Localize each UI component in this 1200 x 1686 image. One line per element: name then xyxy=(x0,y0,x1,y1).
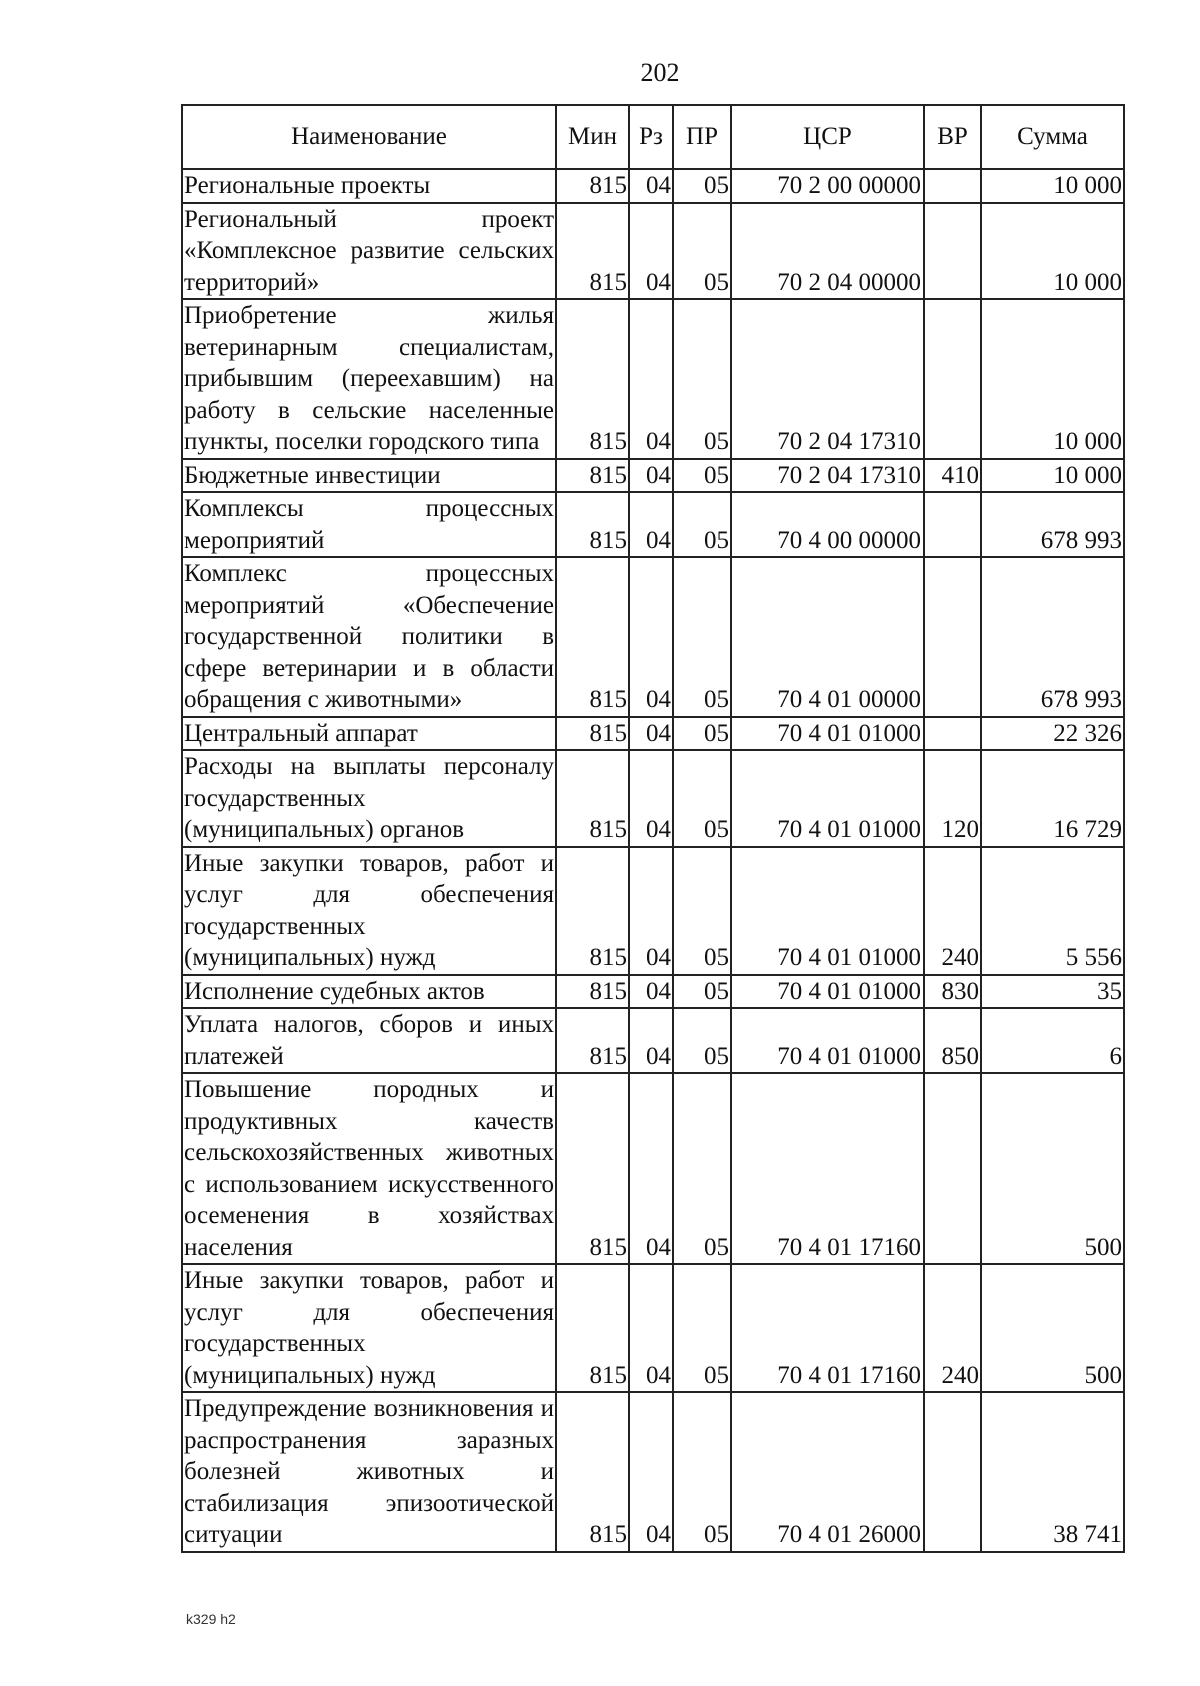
cell-name: Комплексы процессных мероприятий xyxy=(182,492,556,557)
cell-sum: 10 000 xyxy=(981,459,1124,493)
cell-name: Уплата налогов, сборов и иных платежей xyxy=(182,1008,556,1073)
cell-vr xyxy=(924,717,981,751)
cell-pr: 05 xyxy=(673,717,731,751)
cell-csr: 70 4 01 17160 xyxy=(731,1264,924,1392)
cell-csr: 70 4 00 00000 xyxy=(731,492,924,557)
cell-rz: 04 xyxy=(629,717,673,751)
table-row xyxy=(182,557,1124,717)
cell-csr: 70 2 04 00000 xyxy=(731,203,924,300)
cell-pr: 05 xyxy=(673,847,731,975)
cell-vr: 850 xyxy=(924,1008,981,1073)
cell-csr: 70 4 01 01000 xyxy=(731,975,924,1009)
cell-sum: 38 741 xyxy=(981,1392,1124,1552)
cell-name: Предупреждение возникновения и распространения заразных болезней животных и стабилизация эпизоотической ситуации xyxy=(182,1392,556,1552)
cell-min: 815 xyxy=(556,847,629,975)
cell-vr: 830 xyxy=(924,975,981,1009)
cell-min: 815 xyxy=(556,169,629,203)
cell-vr xyxy=(924,299,981,459)
page-number: 202 xyxy=(640,58,680,87)
header-min: Мин xyxy=(556,105,629,169)
cell-sum: 500 xyxy=(981,1073,1124,1264)
cell-name: Региональные проекты xyxy=(182,169,556,203)
header-pr: ПР xyxy=(673,105,731,169)
table-row xyxy=(182,169,1124,203)
cell-vr xyxy=(924,1392,981,1552)
cell-csr: 70 4 01 26000 xyxy=(731,1392,924,1552)
cell-vr xyxy=(924,492,981,557)
cell-pr: 05 xyxy=(673,975,731,1009)
table-row xyxy=(182,975,1124,1009)
cell-rz: 04 xyxy=(629,169,673,203)
cell-sum: 678 993 xyxy=(981,492,1124,557)
cell-sum: 10 000 xyxy=(981,299,1124,459)
cell-rz: 04 xyxy=(629,1264,673,1392)
cell-min: 815 xyxy=(556,203,629,300)
cell-rz: 04 xyxy=(629,299,673,459)
cell-csr: 70 4 01 01000 xyxy=(731,750,924,847)
cell-min: 815 xyxy=(556,557,629,717)
cell-name: Иные закупки товаров, работ и услуг для обеспечения государственных (муниципальных) нужд xyxy=(182,847,556,975)
cell-name: Приобретение жилья ветеринарным специалистам, прибывшим (переехавшим) на работу в сельские населенные пункты, поселки городского типа xyxy=(182,299,556,459)
header-rz: Рз xyxy=(629,105,673,169)
cell-sum: 500 xyxy=(981,1264,1124,1392)
cell-sum: 22 326 xyxy=(981,717,1124,751)
cell-min: 815 xyxy=(556,1392,629,1552)
cell-csr: 70 2 04 17310 xyxy=(731,459,924,493)
table-row xyxy=(182,717,1124,751)
cell-csr: 70 2 04 17310 xyxy=(731,299,924,459)
cell-pr: 05 xyxy=(673,299,731,459)
cell-min: 815 xyxy=(556,717,629,751)
table-body xyxy=(182,169,1124,1552)
cell-csr: 70 4 01 01000 xyxy=(731,1008,924,1073)
cell-sum: 35 xyxy=(981,975,1124,1009)
table-row xyxy=(182,1264,1124,1392)
cell-pr: 05 xyxy=(673,557,731,717)
table-row xyxy=(182,459,1124,493)
cell-sum: 6 xyxy=(981,1008,1124,1073)
cell-pr: 05 xyxy=(673,459,731,493)
cell-sum: 10 000 xyxy=(981,203,1124,300)
cell-rz: 04 xyxy=(629,1008,673,1073)
cell-vr xyxy=(924,1073,981,1264)
cell-rz: 04 xyxy=(629,557,673,717)
cell-vr: 240 xyxy=(924,1264,981,1392)
table-row xyxy=(182,1008,1124,1073)
cell-name: Расходы на выплаты персоналу государственных (муниципальных) органов xyxy=(182,750,556,847)
cell-sum: 10 000 xyxy=(981,169,1124,203)
header-vr: ВР xyxy=(924,105,981,169)
cell-csr: 70 4 01 17160 xyxy=(731,1073,924,1264)
cell-pr: 05 xyxy=(673,169,731,203)
cell-csr: 70 4 01 00000 xyxy=(731,557,924,717)
header-name: Наименование xyxy=(182,105,556,169)
cell-name: Региональный проект «Комплексное развитие сельских территорий» xyxy=(182,203,556,300)
table-row xyxy=(182,1392,1124,1552)
cell-min: 815 xyxy=(556,492,629,557)
cell-min: 815 xyxy=(556,975,629,1009)
cell-vr xyxy=(924,557,981,717)
table-header-row xyxy=(182,105,1124,169)
cell-pr: 05 xyxy=(673,1008,731,1073)
table-row xyxy=(182,492,1124,557)
header-csr: ЦСР xyxy=(731,105,924,169)
cell-min: 815 xyxy=(556,1264,629,1392)
cell-sum: 678 993 xyxy=(981,557,1124,717)
cell-name: Иные закупки товаров, работ и услуг для обеспечения государственных (муниципальных) нужд xyxy=(182,1264,556,1392)
cell-vr xyxy=(924,203,981,300)
cell-rz: 04 xyxy=(629,975,673,1009)
cell-sum: 16 729 xyxy=(981,750,1124,847)
cell-pr: 05 xyxy=(673,1392,731,1552)
budget-table xyxy=(181,104,1125,1553)
cell-min: 815 xyxy=(556,299,629,459)
table-row xyxy=(182,1073,1124,1264)
cell-min: 815 xyxy=(556,1073,629,1264)
cell-rz: 04 xyxy=(629,492,673,557)
cell-pr: 05 xyxy=(673,203,731,300)
cell-pr: 05 xyxy=(673,750,731,847)
cell-name: Повышение породных и продуктивных качеств сельскохозяйственных животных с использованием искусственного осеменения в хозяйствах населения xyxy=(182,1073,556,1264)
cell-pr: 05 xyxy=(673,492,731,557)
cell-vr: 120 xyxy=(924,750,981,847)
cell-rz: 04 xyxy=(629,847,673,975)
table-row xyxy=(182,847,1124,975)
cell-rz: 04 xyxy=(629,750,673,847)
header-sum: Сумма xyxy=(981,105,1124,169)
cell-rz: 04 xyxy=(629,1073,673,1264)
cell-vr: 240 xyxy=(924,847,981,975)
cell-rz: 04 xyxy=(629,203,673,300)
cell-min: 815 xyxy=(556,1008,629,1073)
cell-name: Бюджетные инвестиции xyxy=(182,459,556,493)
cell-min: 815 xyxy=(556,750,629,847)
document-code: k329 h2 xyxy=(186,1611,236,1627)
cell-name: Комплекс процессных мероприятий «Обеспечение государственной политики в сфере ветеринарии и в области обращения с животными» xyxy=(182,557,556,717)
table-row xyxy=(182,299,1124,459)
cell-vr xyxy=(924,169,981,203)
cell-name: Исполнение судебных актов xyxy=(182,975,556,1009)
cell-sum: 5 556 xyxy=(981,847,1124,975)
cell-csr: 70 4 01 01000 xyxy=(731,847,924,975)
cell-min: 815 xyxy=(556,459,629,493)
cell-csr: 70 4 01 01000 xyxy=(731,717,924,751)
cell-vr: 410 xyxy=(924,459,981,493)
cell-rz: 04 xyxy=(629,1392,673,1552)
cell-rz: 04 xyxy=(629,459,673,493)
table-row xyxy=(182,203,1124,300)
cell-pr: 05 xyxy=(673,1264,731,1392)
cell-csr: 70 2 00 00000 xyxy=(731,169,924,203)
cell-name: Центральный аппарат xyxy=(182,717,556,751)
cell-pr: 05 xyxy=(673,1073,731,1264)
table-row xyxy=(182,750,1124,847)
